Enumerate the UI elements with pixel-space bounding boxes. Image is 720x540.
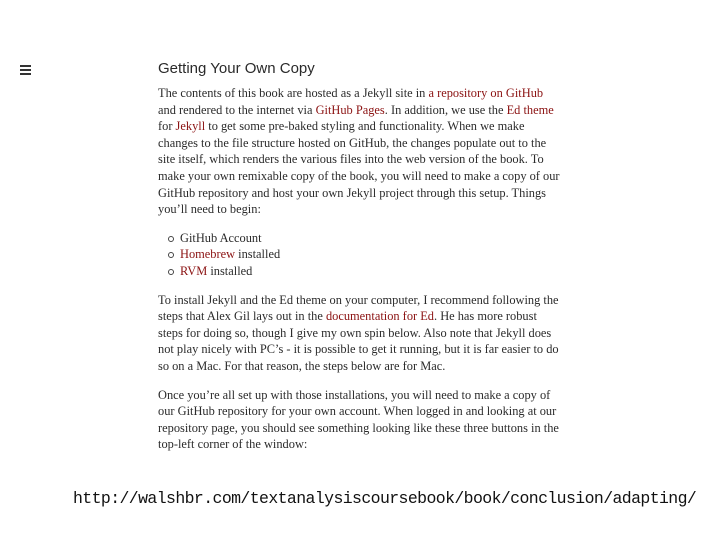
bullet-circle-icon [168, 269, 174, 275]
intro-paragraph [158, 85, 563, 218]
text-span: . In addition, we use the [384, 102, 507, 117]
rvm-link[interactable]: RVM [180, 263, 208, 278]
github-pages-link[interactable]: GitHub Pages [315, 102, 385, 117]
list-item-text: installed [235, 247, 281, 262]
ed-documentation-link[interactable]: documentation for Ed [325, 309, 434, 324]
text-span: to get some pre-baked styling and functionality. When we make changes to the file structure hosted on GitHub, the changes populate out to the site itself, which renders the various files into the web version of the book. To make your own remixable copy of the book, you will need to make a copy of our GitHub repository and host your own Jekyll project through this setup. Things you’ll need to begin: [158, 119, 560, 217]
text-span: and rendered to the internet via [158, 102, 316, 117]
bullet-circle-icon [168, 236, 174, 242]
menu-bar [20, 73, 31, 75]
list-item [158, 230, 563, 247]
copy-repo-paragraph: Once you’re all set up with those installations, you will need to make a copy of our GitHub repository for your own account. When logged in and looking at our repository page, you should see something looking like these three buttons in the top-left corner of the window: [158, 387, 559, 452]
ed-theme-link[interactable]: Ed theme [506, 102, 554, 117]
text-span: To install Jekyll and the Ed theme on your computer, I recommend following the steps that Alex Gil lays out in the [158, 292, 559, 324]
list-item [158, 263, 563, 280]
list-item [158, 246, 563, 263]
homebrew-link[interactable]: Homebrew [180, 247, 236, 262]
requirements-list [158, 230, 563, 280]
bullet-circle-icon [168, 252, 174, 258]
install-paragraph [158, 292, 563, 375]
list-item-text: GitHub Account [180, 230, 262, 245]
menu-bar [20, 65, 31, 67]
text-span: for [158, 119, 176, 134]
text-span: . He has more robust steps for doing so, though I give my own spin below. Also note that Jekyll does not play nicely with PC’s - it is possible to get it running, but it is far easier to do so on a Mac. For that reason, the steps below are for Mac. [158, 309, 559, 373]
list-item-text: installed [207, 263, 253, 278]
article-content [158, 59, 563, 465]
text-span: The contents of this book are hosted as a Jekyll site in [158, 86, 429, 100]
menu-bar [20, 69, 31, 71]
jekyll-link[interactable]: Jekyll [175, 119, 206, 134]
repository-link[interactable]: a repository on GitHub [428, 86, 544, 100]
hamburger-menu-icon[interactable] [20, 65, 31, 75]
url-caption: http://walshbr.com/textanalysiscoursebook/book/conclusion/adapting/ [73, 489, 697, 508]
page-title: Getting Your Own Copy [158, 60, 315, 77]
